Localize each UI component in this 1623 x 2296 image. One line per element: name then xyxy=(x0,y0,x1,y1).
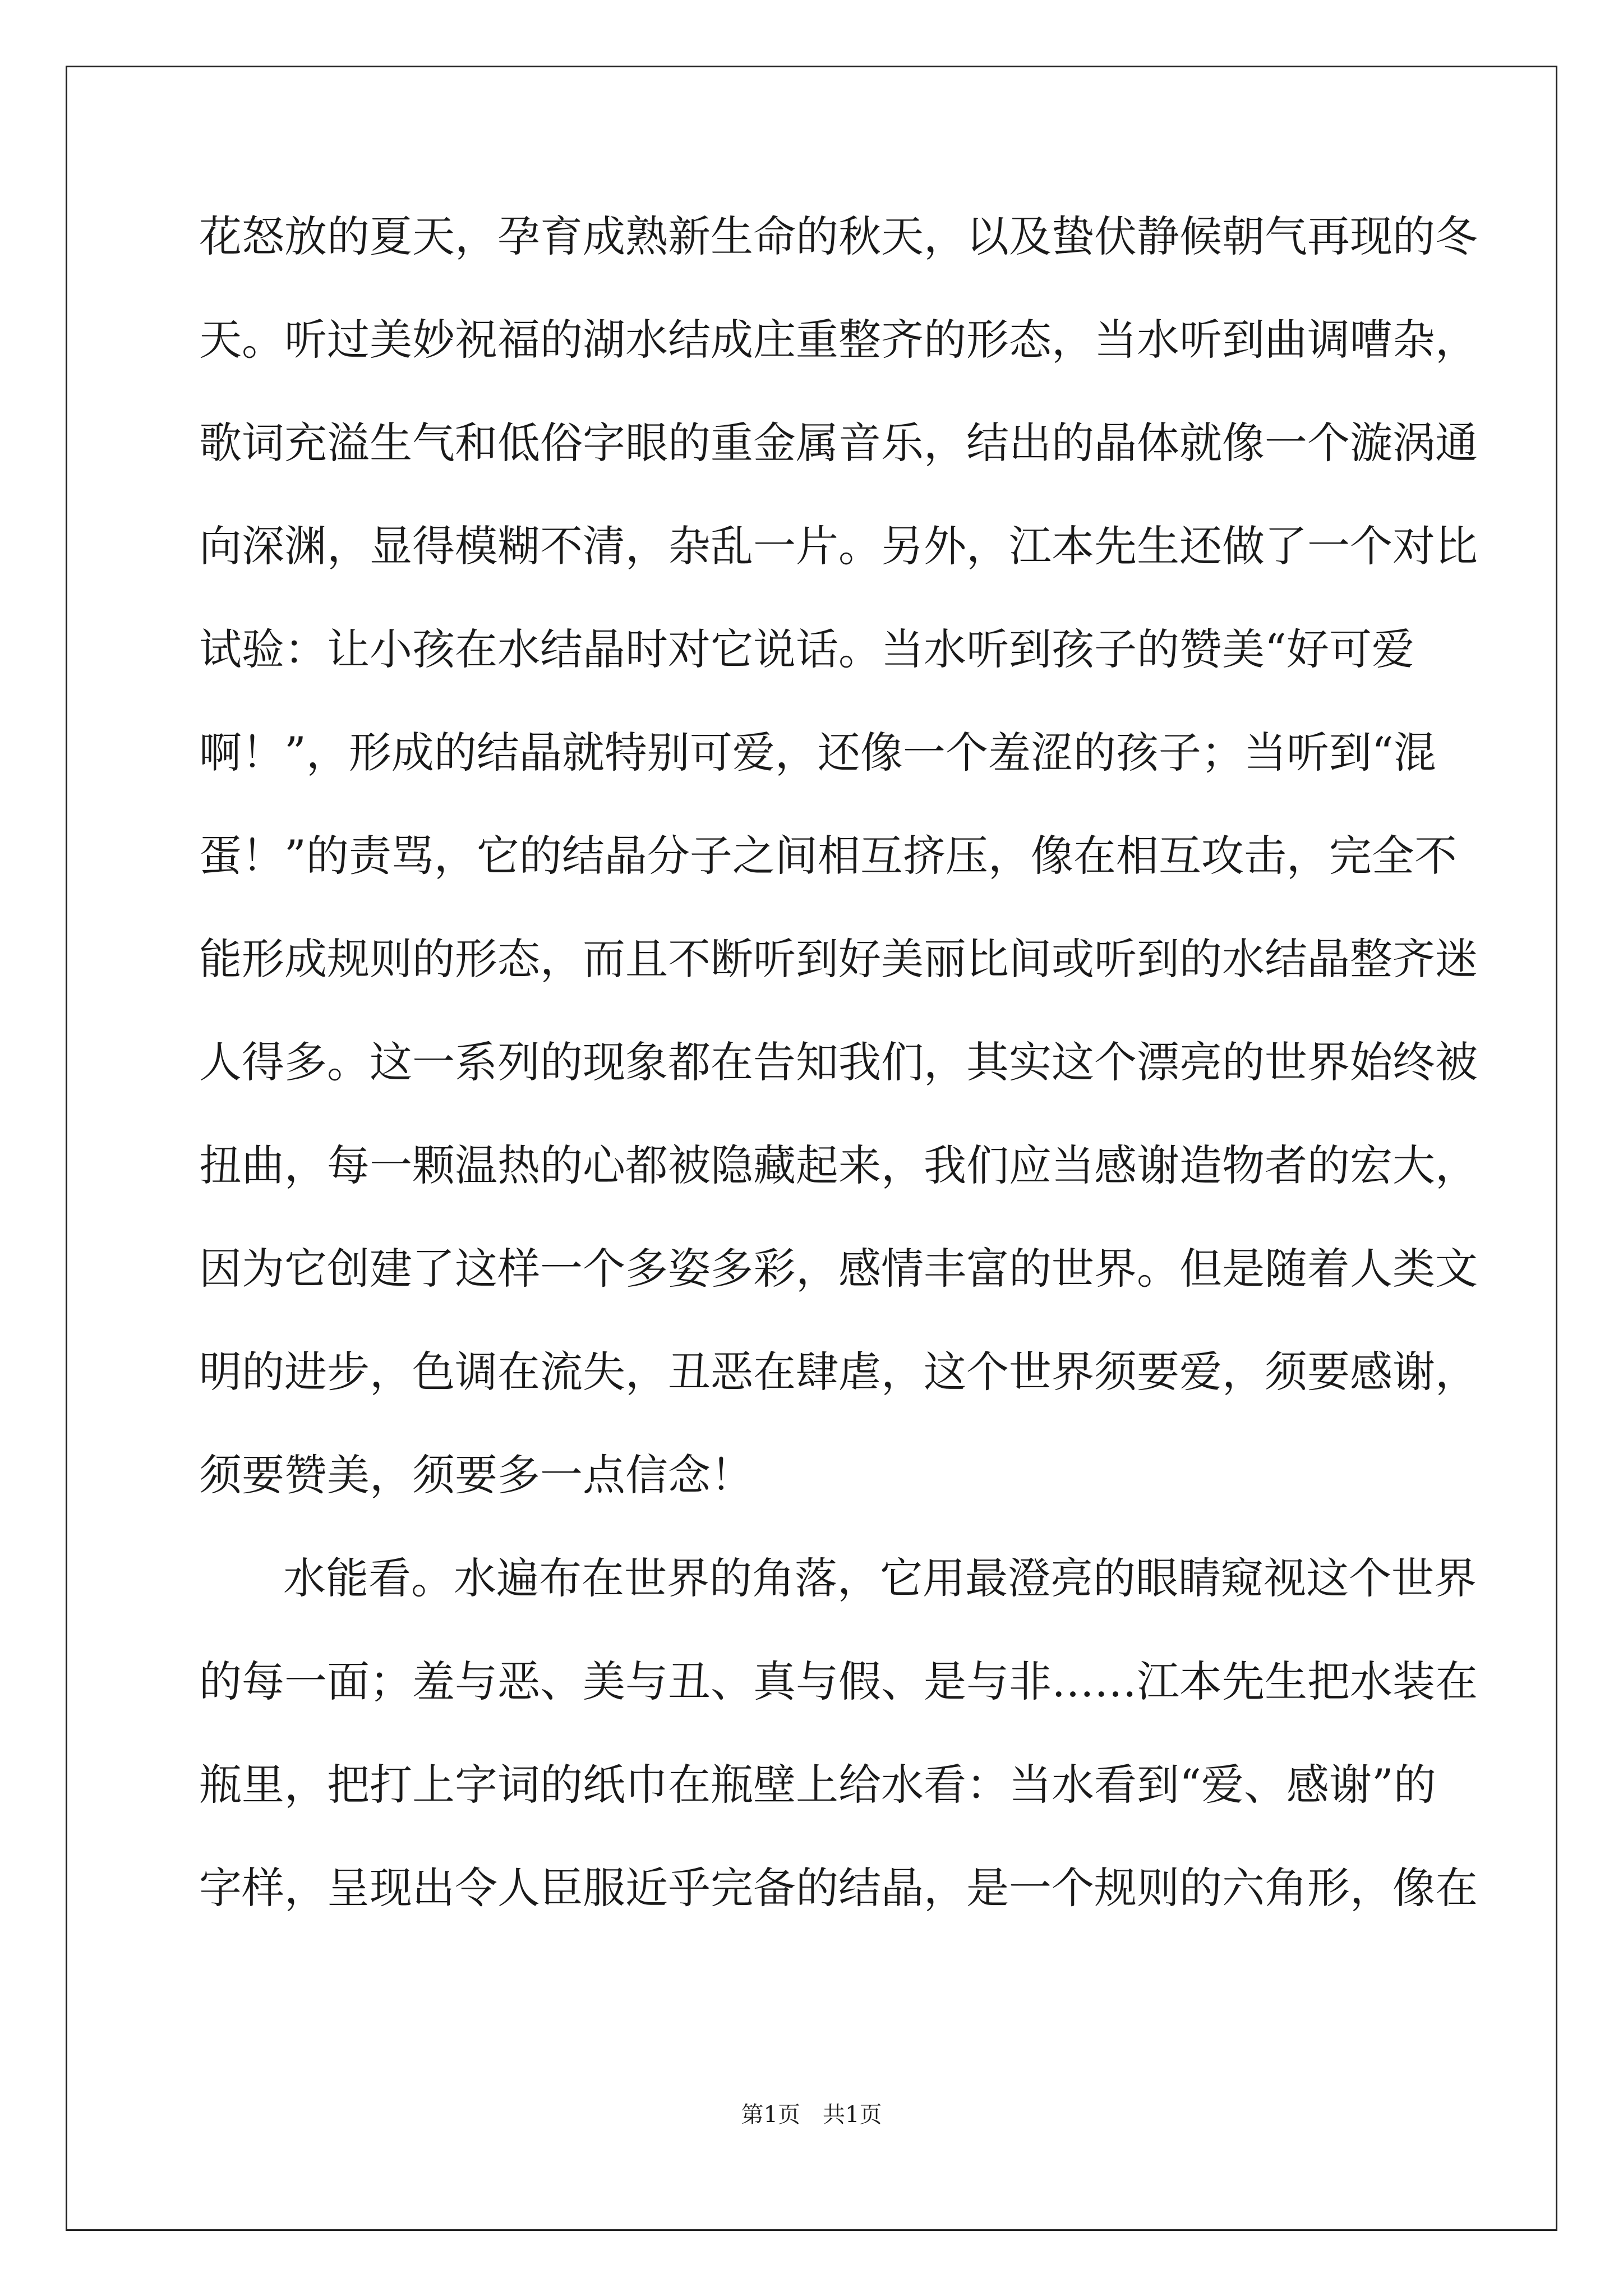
text-line: 能形成规则的形态，而且不断听到好美丽比间或听到的水结晶整齐迷 xyxy=(199,934,1478,984)
text-line: 瓶里，把打上字词的纸巾在瓶壁上给水看：当水看到“爱、感谢”的 xyxy=(199,1760,1436,1810)
text-line: 的每一面；羞与恶、美与丑、真与假、是与非……江本先生把水装在 xyxy=(199,1657,1478,1706)
page-number: 第1页 xyxy=(741,2102,800,2128)
text-line: 天。听过美妙祝福的湖水结成庄重整齐的形态，当水听到曲调嘈杂， xyxy=(199,315,1478,365)
page-footer xyxy=(0,2098,1623,2132)
text-line: 明的进步，色调在流失，丑恶在肆虐，这个世界须要爱，须要感谢， xyxy=(199,1347,1478,1397)
page-total: 共1页 xyxy=(823,2102,882,2128)
text-line: 向深渊，显得模糊不清，杂乱一片。另外，江本先生还做了一个对比 xyxy=(199,521,1478,571)
text-line: 字样，呈现出令人臣服近乎完备的结晶，是一个规则的六角形，像在 xyxy=(199,1863,1478,1913)
paragraph-start-line: 水能看。水遍布在世界的角落，它用最澄亮的眼睛窥视这个世界 xyxy=(283,1553,1477,1603)
text-line: 须要赞美，须要多一点信念！ xyxy=(199,1450,753,1500)
text-line: 啊！”，形成的结晶就特别可爱，还像一个羞涩的孩子；当听到“混 xyxy=(199,728,1436,777)
text-line: 歌词充溢生气和低俗字眼的重金属音乐，结出的晶体就像一个漩涡通 xyxy=(199,418,1478,468)
text-line: 花怒放的夏天，孕育成熟新生命的秋天，以及蛰伏静候朝气再现的冬 xyxy=(199,211,1478,261)
text-line: 蛋！”的责骂，它的结晶分子之间相互挤压，像在相互攻击，完全不 xyxy=(199,831,1457,881)
text-line: 人得多。这一系列的现象都在告知我们，其实这个漂亮的世界始终被 xyxy=(199,1037,1478,1087)
text-line: 因为它创建了这样一个多姿多彩，感情丰富的世界。但是随着人类文 xyxy=(199,1244,1478,1294)
document-body xyxy=(199,185,1478,1940)
text-line: 试验：让小孩在水结晶时对它说话。当水听到孩子的赞美“好可爱 xyxy=(199,624,1414,674)
text-line: 扭曲，每一颗温热的心都被隐藏起来，我们应当感谢造物者的宏大， xyxy=(199,1140,1478,1190)
